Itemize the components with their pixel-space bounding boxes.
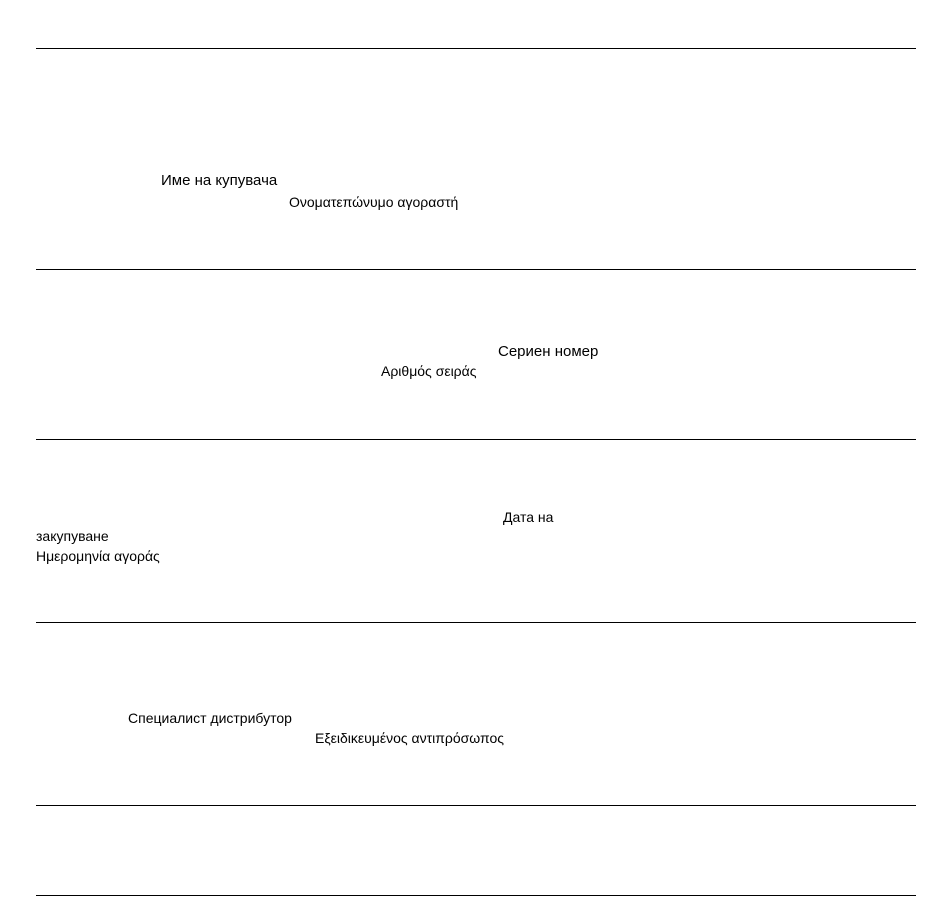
purchase-date-rule	[36, 622, 916, 623]
buyer-name-label-el: Ονοματεπώνυμο αγοραστή	[289, 194, 459, 210]
form-top-rule	[36, 48, 916, 49]
specialist-distributor-label-bg: Специалист дистрибутор	[128, 710, 292, 726]
specialist-distributor-rule	[36, 805, 916, 806]
purchase-date-label-bg-part2: закупуване	[36, 528, 109, 544]
purchase-date-label-el: Ημερομηνία αγοράς	[36, 548, 160, 564]
form-bottom-rule	[36, 895, 916, 896]
serial-number-label-bg: Сериен номер	[498, 343, 599, 360]
purchase-date-label-bg-part1: Дата на	[503, 509, 554, 525]
buyer-name-rule	[36, 269, 916, 270]
buyer-name-label-bg: Име на купувача	[161, 172, 278, 189]
serial-number-rule	[36, 439, 916, 440]
specialist-distributor-label-el: Εξειδικευμένος αντιπρόσωπος	[315, 730, 504, 746]
serial-number-label-el: Αριθμός σειράς	[381, 363, 477, 379]
